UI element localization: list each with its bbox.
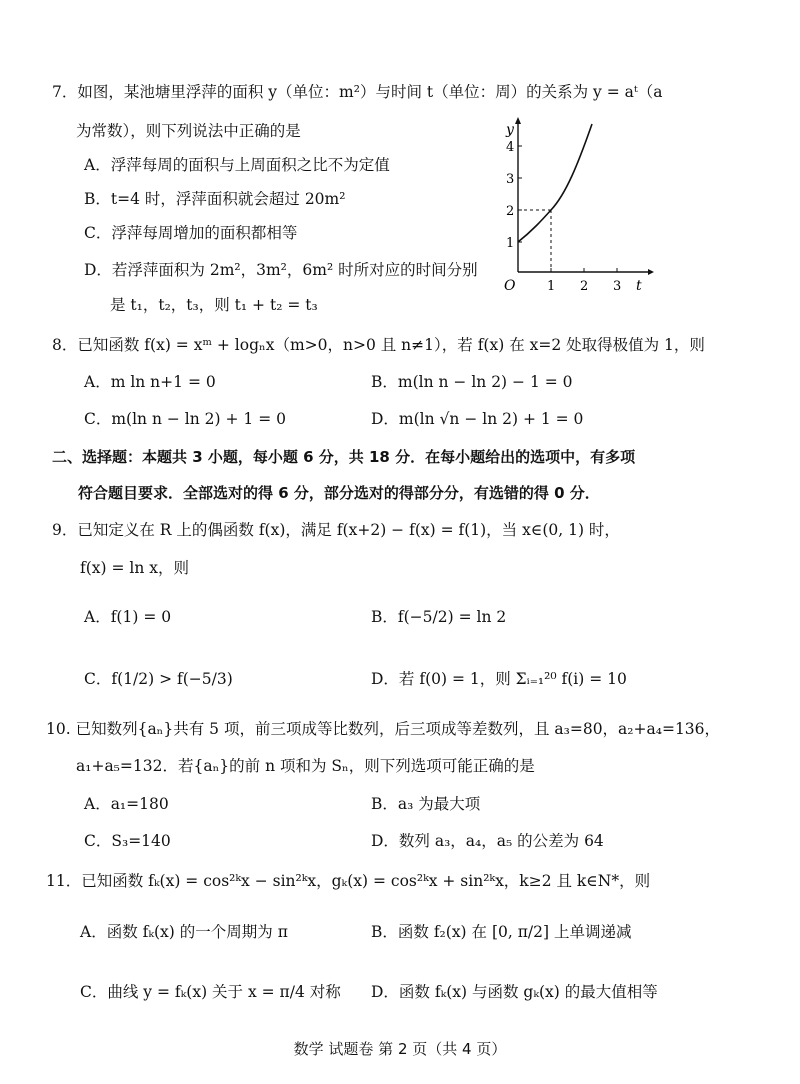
q7-option-d-line1: D．若浮萍面积为 2m²，3m²，6m² 时所对应的时间分别 [84,261,478,279]
q11-option-b: B．函数 f₂(x) 在 [0, π/2] 上单调递减 [371,923,632,941]
q9-option-a: A．f(1) = 0 [84,608,172,626]
q7-option-b: B．t=4 时，浮萍面积就会超过 20m² [84,190,346,208]
q8-option-c: C．m(ln n − ln 2) + 1 = 0 [84,410,286,428]
q9-stem-line2: f(x) = ln x，则 [80,559,190,577]
q9-option-c: C．f(1/2) > f(−5/3) [84,670,233,688]
section-2-heading-line2: 符合题目要求．全部选对的得 6 分，部分选对的得部分分，有选错的得 0 分． [78,484,600,502]
q7-exponential-graph [496,112,656,302]
y-tick-label-3: 3 [506,172,515,187]
x-tick-label-3: 3 [613,279,622,294]
q7-option-c: C．浮萍每周增加的面积都相等 [84,224,298,242]
q10-stem-line1: 10. 已知数列{aₙ}共有 5 项，前三项成等比数列，后三项成等差数列，且 a₃=80，a₂+a₄=136， [46,720,721,738]
q7-option-a: A．浮萍每周的面积与上周面积之比不为定值 [84,156,390,174]
q9-option-d: D．若 f(0) = 1，则 Σᵢ₌₁²⁰ f(i) = 10 [371,670,627,688]
exponential-curve [518,124,592,242]
y-tick-label-4: 4 [506,140,515,155]
y-axis-arrow [515,117,521,124]
x-tick-label-1: 1 [547,279,556,294]
q11-option-d: D．函数 fₖ(x) 与函数 gₖ(x) 的最大值相等 [371,983,658,1001]
x-tick-label-2: 2 [580,279,589,294]
y-tick-label-2: 2 [506,204,515,219]
y-tick-label-1: 1 [506,236,515,251]
q10-stem-line2: a₁+a₅=132．若{aₙ}的前 n 项和为 Sₙ，则下列选项可能正确的是 [76,757,535,775]
q8-option-b: B．m(ln n − ln 2) − 1 = 0 [371,373,573,391]
section-2-heading-line1: 二、选择题：本题共 3 小题，每小题 6 分，共 18 分．在每小题给出的选项中，有多项 [52,448,636,466]
q11-stem: 11．已知函数 fₖ(x) = cos²ᵏx − sin²ᵏx，gₖ(x) = cos²ᵏx + sin²ᵏx，k≥2 且 k∈N*，则 [46,872,651,890]
q8-option-a: A．m ln n+1 = 0 [84,373,216,391]
q10-option-b: B．a₃ 为最大项 [371,795,481,813]
origin-label: O [504,278,516,294]
q7-stem-line1: 7．如图，某池塘里浮萍的面积 y（单位：m²）与时间 t（单位：周）的关系为 y = aᵗ（a [52,83,663,101]
q9-option-b: B．f(−5/2) = ln 2 [371,608,507,626]
q7-stem-line2: 为常数），则下列说法中正确的是 [76,122,301,140]
page-footer: 数学 试题卷 第 2 页（共 4 页） [293,1040,507,1058]
q8-stem: 8．已知函数 f(x) = xᵐ + logₙx（m>0，n>0 且 n≠1），若 f(x) 在 x=2 处取得极值为 1，则 [52,336,705,354]
y-axis-label: y [506,122,514,138]
q7-option-d-line2: 是 t₁，t₂，t₃，则 t₁ + t₂ = t₃ [110,296,318,314]
q10-option-c: C．S₃=140 [84,832,171,850]
x-axis-arrow [648,269,654,275]
q10-option-d: D．数列 a₃，a₄，a₅ 的公差为 64 [371,832,604,850]
q8-option-d: D．m(ln √n − ln 2) + 1 = 0 [371,410,584,428]
q9-stem-line1: 9．已知定义在 R 上的偶函数 f(x)，满足 f(x+2) − f(x) = f(1)，当 x∈(0, 1) 时， [52,521,620,539]
q10-option-a: A．a₁=180 [84,795,169,813]
x-axis-label: t [636,278,642,294]
q11-option-c: C．曲线 y = fₖ(x) 关于 x = π/4 对称 [80,983,341,1001]
q11-option-a: A．函数 fₖ(x) 的一个周期为 π [80,923,288,941]
